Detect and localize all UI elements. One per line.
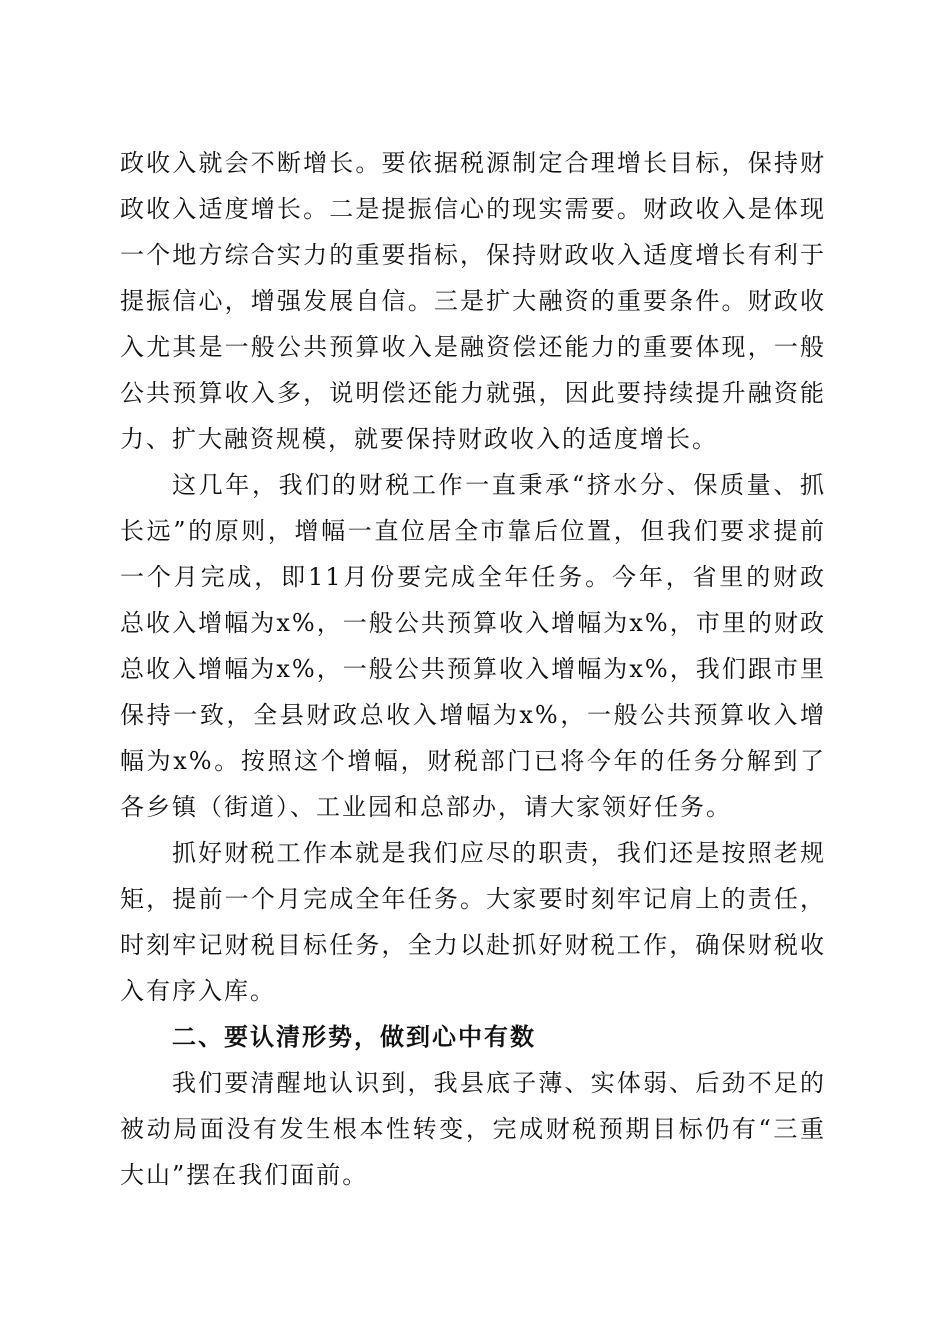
paragraph-responsibility: 抓好财税工作本就是我们应尽的职责，我们还是按照老规矩，提前一个月完成全年任务。大家要时刻牢记肩上的责任，时刻牢记财税目标任务，全力以赴抓好财税工作，确保财税收入有序入库。 — [120, 839, 826, 1005]
paragraph-situation: 我们要清醒地认识到，我县底子薄、实体弱、后劲不足的被动局面没有发生根本性转变，完成财税预期目标仍有“三重大山”摆在我们面前。 — [120, 1069, 826, 1189]
paragraph-continuation: 政收入就会不断增长。要依据税源制定合理增长目标，保持财政收入适度增长。二是提振信心的现实需要。财政收入是体现一个地方综合实力的重要指标，保持财政收入适度增长有利于提振信心，增强发展自信。三是扩大融资的重要条件。财政收入尤其是一般公共预算收入是融资偿还能力的重要体现，一般公共预算收入多，说明偿还能力就强，因此要持续提升融资能力、扩大融资规模，就要保持财政收入的适度增长。 — [120, 149, 826, 453]
document-body — [120, 140, 826, 1198]
section-heading: 二、要认清形势，做到心中有数 — [172, 1023, 536, 1051]
paragraph-growth-targets: 这几年，我们的财税工作一直秉承“挤水分、保质量、抓长远”的原则，增幅一直位居全市靠后位置，但我们要求提前一个月完成，即11月份要完成全年任务。今年，省里的财政总收入增幅为x%，一般公共预算收入增幅为x%，市里的财政总收入增幅为x%，一般公共预算收入增幅为x%，我们跟市里保持一致，全县财政总收入增幅为x%，一般公共预算收入增幅为x%。按照这个增幅，财税部门已将今年的任务分解到了各乡镇（街道）、工业园和总部办，请大家领好任务。 — [120, 471, 826, 821]
